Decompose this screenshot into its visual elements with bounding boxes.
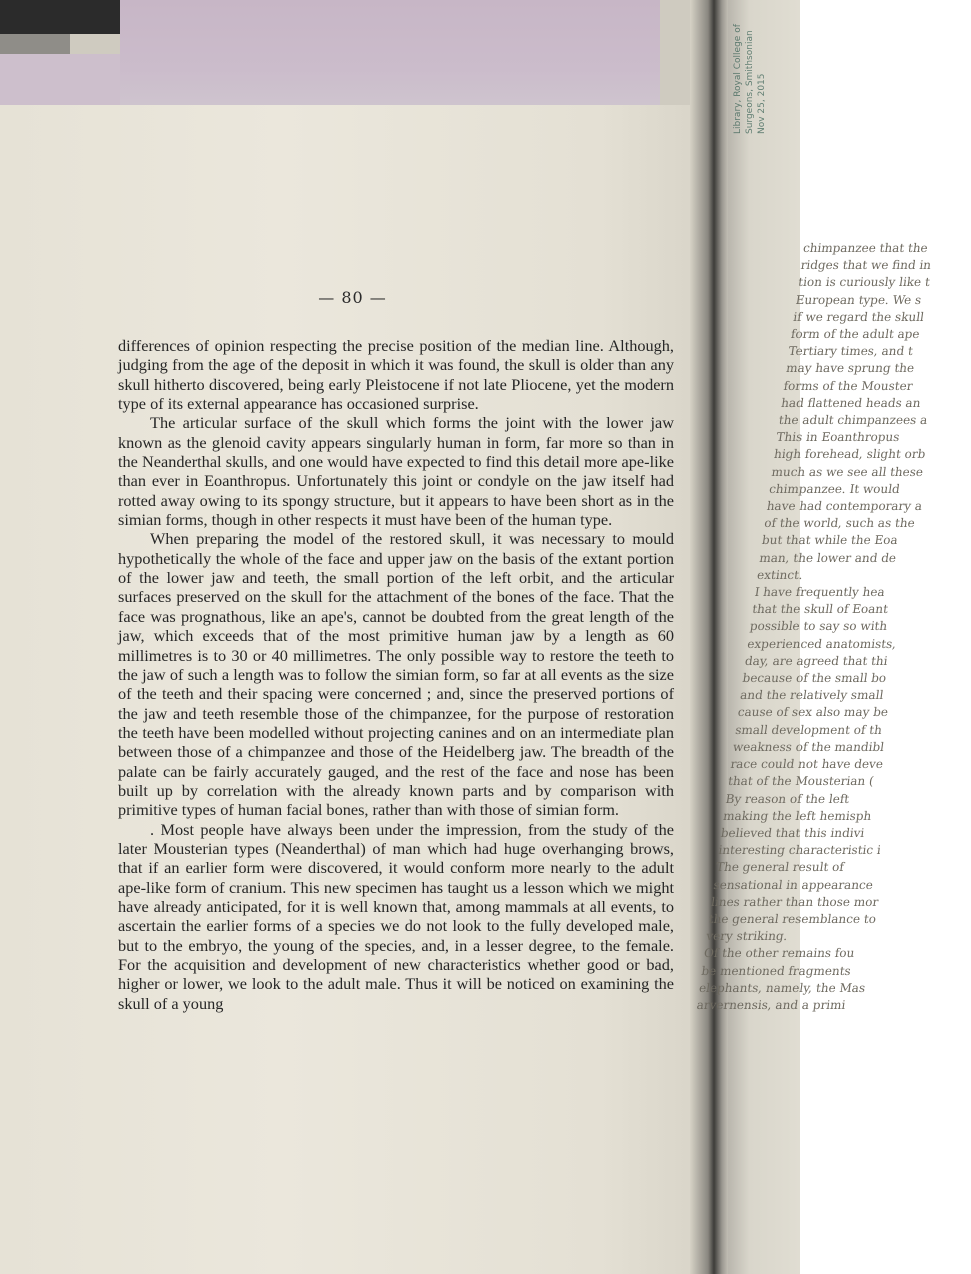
facing-page-line: This in Eoanthropus <box>775 430 901 445</box>
facing-page-line: sensational in appearance <box>712 877 875 892</box>
facing-page-line: The general result of <box>715 860 845 875</box>
page-number: — 80 — <box>318 288 387 307</box>
facing-page-line: had flattened heads an <box>780 395 922 410</box>
facing-page-line: may have sprung the <box>785 361 916 376</box>
paragraph-1: differences of opinion respecting the precise position of the median line. Although, judging from the age of the deposit in which it was found, the skull is older than any skull hitherto discovered, being early Pleistocene if not late Pliocene, yet the modern type of its external appearance has occasioned surprise. <box>118 336 674 414</box>
facing-page-line: chimpanzee. It would <box>768 481 901 496</box>
facing-page-line: very striking. <box>705 929 789 944</box>
facing-page-line: Of the other remains fou <box>703 946 856 961</box>
facing-page-line: form of the adult ape <box>790 327 921 342</box>
facing-page-line: that the skull of Eoant <box>751 602 889 617</box>
dark-background-corner <box>0 0 120 34</box>
facing-page-line: race could not have deve <box>729 757 884 772</box>
facing-page-line: believed that this indivi <box>719 825 866 840</box>
facing-page-line: be mentioned fragments <box>700 963 852 978</box>
facing-page-line: the general resemblance to <box>707 911 878 926</box>
facing-page-line: but that while the Eoa <box>761 533 899 548</box>
facing-page-line: cause of sex also may be <box>736 705 889 720</box>
facing-page-line: experienced anatomists, <box>746 636 898 651</box>
library-stamp <box>732 6 798 134</box>
facing-page-line: man, the lower and de <box>758 550 898 565</box>
page-body <box>118 336 674 1013</box>
facing-page-line: possible to say so with <box>748 619 889 634</box>
facing-page-line: I have frequently hea <box>753 585 886 600</box>
background-band <box>120 0 660 115</box>
facing-page-line: day, are agreed that thi <box>744 653 889 668</box>
paragraph-4: . Most people have always been under the impression, from the study of the later Mousterian types (Neanderthal) of man which had huge overhanging brows, that if an earlier form were discovered, it would conform more nearly to the adult ape-like form of cranium. This new specimen has taught us a lesson which we might have already anticipated, for it is well known that, among mammals at all events, to ascertain the earlier forms of a species we do not look to the fully developed male, but to the embryo, the young of the species, and, in a lesser degree, to the female. For the acquisition and development of new characteristics whether good or bad, higher or lower, we look to the adult male. Thus it will be noticed on examining the skull of a young <box>118 819 674 1013</box>
facing-page-line: elephants, namely, the Mas <box>698 980 867 995</box>
facing-page-line: making the left hemisph <box>722 808 873 823</box>
stamp-line: Surgeons, Smithsonian <box>745 30 755 134</box>
grey-background-corner <box>0 34 70 54</box>
facing-page-line: that of the Mousterian ( <box>727 774 875 789</box>
facing-page <box>695 0 933 1274</box>
facing-page-line: the adult chimpanzees a <box>777 413 929 428</box>
facing-page-line: because of the small bo <box>741 671 888 686</box>
facing-page-line: extinct. <box>756 567 804 582</box>
facing-page-line: small development of th <box>734 722 883 737</box>
facing-page-line: interesting characteristic i <box>717 843 882 858</box>
facing-page-line: European type. We s <box>794 292 923 307</box>
facing-page-line: have had contemporary a <box>765 499 924 514</box>
facing-page-line: of the world, such as the <box>763 516 916 531</box>
facing-page-line: tion is curiously like t <box>797 275 931 290</box>
paragraph-2: The articular surface of the skull which forms the joint with the lower jaw known as the glenoid cavity appears singularly human in form, far more so than in the Neanderthal skulls, and one would have expected to find this detail more ape-like than ever in Eoanthropus. Unfortunately this joint or condyle on the jaw itself had rotted away owing to its spongy structure, but it appears to have been short as in the simian forms, though in other respects it must have been of the human type. <box>118 413 674 530</box>
facing-page-line: lines rather than those mor <box>710 894 880 909</box>
facing-page-line: if we regard the skull <box>792 309 925 324</box>
facing-page-line: arvernensis, and a primi <box>695 997 847 1012</box>
facing-page-line: ridges that we find in <box>799 258 933 273</box>
facing-page-line: chimpanzee that the <box>802 241 929 255</box>
facing-page-line: high forehead, slight orb <box>773 447 927 462</box>
facing-page-line: weakness of the mandibl <box>732 739 886 754</box>
facing-page-line: much as we see all these <box>770 464 925 479</box>
stamp-line: Nov 25, 2015 <box>757 73 767 134</box>
facing-page-line: Tertiary times, and t <box>787 344 914 359</box>
stamp-line: Library, Royal College of <box>733 24 743 134</box>
paragraph-3: When preparing the model of the restored skull, it was necessary to mould hypothetically the whole of the face and upper jaw on the basis of the extant portion of the lower jaw and teeth, the small portion of the left orbit, and the articular surfaces preserved on the skull for the attachment of the bones of the face. That the face was prognathous, like an ape's, cannot be doubted from the great length of the jaw, which exceeds that of the most primitive human jaw by a length as 60 millimetres is to 30 or 40 millimetres. The only possible way to restore the teeth to the jaw of such a length was to follow the simian form, so far at all events as the size of the teeth and their spacing were concerned ; and, since the preserved portions of the jaw and teeth resemble those of the chimpanzee, for the purpose of restoration the teeth have been modelled without projecting canines and on an intermediate plan between those of a chimpanzee and those of the Heidelberg jaw. The breadth of the palate can be fairly accurately gauged, and the rest of the face and nose has been built up by correlation with the already known parts and by comparison with primitive types of human facial bones, rather than with those of simian form. <box>118 529 674 820</box>
facing-page-line: By reason of the left <box>724 791 851 806</box>
facing-page-line: and the relatively small <box>739 688 885 703</box>
facing-page-line: forms of the Mouster <box>782 378 914 393</box>
